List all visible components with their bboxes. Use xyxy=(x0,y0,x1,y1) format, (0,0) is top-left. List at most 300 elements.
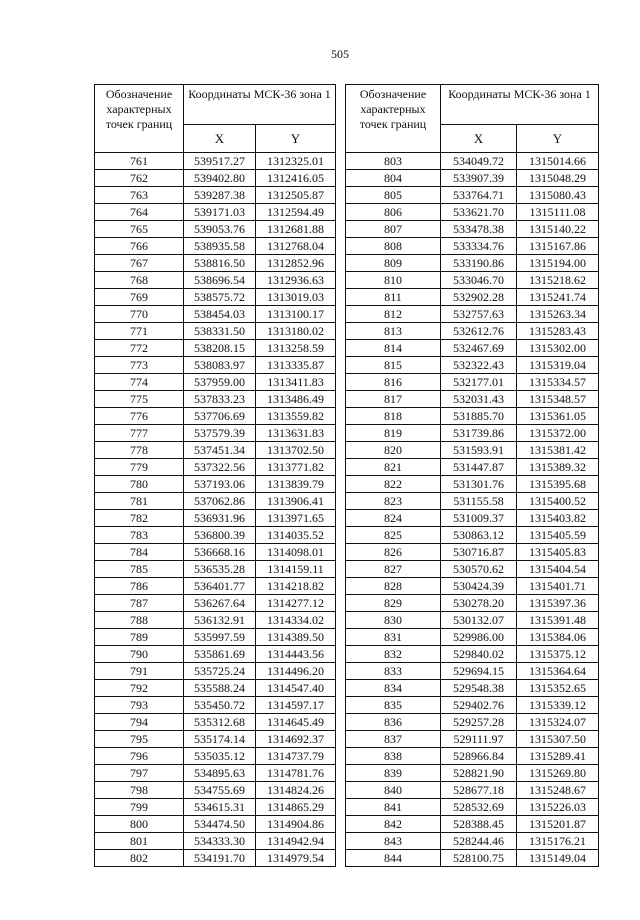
y-coordinate-cell: 1315395.68 xyxy=(517,476,599,493)
x-coordinate-cell: 529402.76 xyxy=(441,697,517,714)
point-number-cell: 804 xyxy=(346,170,441,187)
x-coordinate-cell: 528966.84 xyxy=(441,748,517,765)
table-row xyxy=(95,493,336,510)
point-number-cell: 761 xyxy=(95,153,184,170)
point-number-cell: 810 xyxy=(346,272,441,289)
point-number-cell: 784 xyxy=(95,544,184,561)
x-coordinate-cell: 538331.50 xyxy=(184,323,256,340)
point-number-cell: 839 xyxy=(346,765,441,782)
point-number-cell: 779 xyxy=(95,459,184,476)
x-coordinate-cell: 539171.03 xyxy=(184,204,256,221)
table-row xyxy=(346,272,599,289)
x-column-header: X xyxy=(441,125,517,153)
x-coordinate-cell: 530570.62 xyxy=(441,561,517,578)
x-coordinate-cell: 536267.64 xyxy=(184,595,256,612)
y-coordinate-cell: 1313702.50 xyxy=(256,442,336,459)
y-coordinate-cell: 1313180.02 xyxy=(256,323,336,340)
point-number-cell: 800 xyxy=(95,816,184,833)
coordinates-system-header: Координаты МСК-36 зона 1 xyxy=(184,85,336,125)
point-number-cell: 833 xyxy=(346,663,441,680)
y-coordinate-cell: 1315364.64 xyxy=(517,663,599,680)
x-coordinate-cell: 534615.31 xyxy=(184,799,256,816)
table-row xyxy=(346,323,599,340)
x-coordinate-cell: 532031.43 xyxy=(441,391,517,408)
point-designation-header: Обозначение характерных точек границ xyxy=(346,85,441,153)
table-row xyxy=(95,595,336,612)
page-number: 505 xyxy=(331,47,349,61)
y-coordinate-cell: 1315375.12 xyxy=(517,646,599,663)
point-number-cell: 778 xyxy=(95,442,184,459)
y-coordinate-cell: 1315401.71 xyxy=(517,578,599,595)
table-row xyxy=(346,204,599,221)
x-coordinate-cell: 537062.86 xyxy=(184,493,256,510)
point-number-cell: 834 xyxy=(346,680,441,697)
table-row xyxy=(346,850,599,867)
coordinates-table-left xyxy=(94,84,336,867)
x-coordinate-cell: 537451.34 xyxy=(184,442,256,459)
y-coordinate-cell: 1315384.06 xyxy=(517,629,599,646)
y-coordinate-cell: 1315381.42 xyxy=(517,442,599,459)
table-row xyxy=(95,799,336,816)
point-number-cell: 827 xyxy=(346,561,441,578)
table-row xyxy=(346,255,599,272)
table-row xyxy=(95,850,336,867)
x-coordinate-cell: 533907.39 xyxy=(441,170,517,187)
table-row xyxy=(346,748,599,765)
y-coordinate-cell: 1315372.00 xyxy=(517,425,599,442)
table-row xyxy=(346,340,599,357)
y-coordinate-cell: 1315302.00 xyxy=(517,340,599,357)
y-coordinate-cell: 1312936.63 xyxy=(256,272,336,289)
x-coordinate-cell: 531009.37 xyxy=(441,510,517,527)
point-number-cell: 797 xyxy=(95,765,184,782)
x-coordinate-cell: 536931.96 xyxy=(184,510,256,527)
table-row xyxy=(95,833,336,850)
point-number-cell: 826 xyxy=(346,544,441,561)
table-row xyxy=(95,408,336,425)
x-coordinate-cell: 531301.76 xyxy=(441,476,517,493)
table-row xyxy=(346,238,599,255)
table-row xyxy=(346,731,599,748)
y-coordinate-cell: 1314547.40 xyxy=(256,680,336,697)
point-number-cell: 791 xyxy=(95,663,184,680)
y-coordinate-cell: 1315339.12 xyxy=(517,697,599,714)
point-number-cell: 786 xyxy=(95,578,184,595)
table-row xyxy=(95,765,336,782)
y-coordinate-cell: 1314865.29 xyxy=(256,799,336,816)
y-coordinate-cell: 1315226.03 xyxy=(517,799,599,816)
y-coordinate-cell: 1315405.59 xyxy=(517,527,599,544)
x-coordinate-cell: 530424.39 xyxy=(441,578,517,595)
y-coordinate-cell: 1315405.83 xyxy=(517,544,599,561)
x-coordinate-cell: 528532.69 xyxy=(441,799,517,816)
table-row xyxy=(346,663,599,680)
table-row xyxy=(95,476,336,493)
point-number-cell: 780 xyxy=(95,476,184,493)
table-row xyxy=(95,340,336,357)
x-coordinate-cell: 532322.43 xyxy=(441,357,517,374)
table-row xyxy=(346,459,599,476)
y-coordinate-cell: 1313971.65 xyxy=(256,510,336,527)
y-coordinate-cell: 1315263.34 xyxy=(517,306,599,323)
table-row xyxy=(95,459,336,476)
y-coordinate-cell: 1315319.04 xyxy=(517,357,599,374)
x-coordinate-cell: 534191.70 xyxy=(184,850,256,867)
table-row xyxy=(95,816,336,833)
y-coordinate-cell: 1315248.67 xyxy=(517,782,599,799)
table-row xyxy=(346,578,599,595)
point-number-cell: 803 xyxy=(346,153,441,170)
x-coordinate-cell: 536668.16 xyxy=(184,544,256,561)
y-column-header: Y xyxy=(256,125,336,153)
table-row xyxy=(95,204,336,221)
x-coordinate-cell: 537959.00 xyxy=(184,374,256,391)
y-coordinate-cell: 1314277.12 xyxy=(256,595,336,612)
table-row xyxy=(95,782,336,799)
table-row xyxy=(346,612,599,629)
x-coordinate-cell: 530716.87 xyxy=(441,544,517,561)
y-coordinate-cell: 1315352.65 xyxy=(517,680,599,697)
y-column-header: Y xyxy=(517,125,599,153)
y-coordinate-cell: 1314035.52 xyxy=(256,527,336,544)
table-row xyxy=(346,765,599,782)
y-coordinate-cell: 1312768.04 xyxy=(256,238,336,255)
point-number-cell: 824 xyxy=(346,510,441,527)
point-number-cell: 843 xyxy=(346,833,441,850)
table-row xyxy=(95,510,336,527)
point-number-cell: 842 xyxy=(346,816,441,833)
y-coordinate-cell: 1314496.20 xyxy=(256,663,336,680)
point-number-cell: 844 xyxy=(346,850,441,867)
y-coordinate-cell: 1315218.62 xyxy=(517,272,599,289)
x-coordinate-cell: 532902.28 xyxy=(441,289,517,306)
x-coordinate-cell: 535997.59 xyxy=(184,629,256,646)
table-row xyxy=(95,170,336,187)
x-coordinate-cell: 538816.50 xyxy=(184,255,256,272)
table-row xyxy=(95,221,336,238)
y-coordinate-cell: 1314692.37 xyxy=(256,731,336,748)
point-number-cell: 818 xyxy=(346,408,441,425)
x-coordinate-cell: 538575.72 xyxy=(184,289,256,306)
table-row xyxy=(346,187,599,204)
table-row xyxy=(346,782,599,799)
table-row xyxy=(346,510,599,527)
y-coordinate-cell: 1312325.01 xyxy=(256,153,336,170)
table-row xyxy=(346,442,599,459)
x-coordinate-cell: 538083.97 xyxy=(184,357,256,374)
table-row xyxy=(346,799,599,816)
point-number-cell: 793 xyxy=(95,697,184,714)
table-row xyxy=(95,527,336,544)
point-designation-header: Обозначение характерных точек границ xyxy=(95,85,184,153)
y-coordinate-cell: 1315324.07 xyxy=(517,714,599,731)
point-number-cell: 805 xyxy=(346,187,441,204)
point-number-cell: 820 xyxy=(346,442,441,459)
point-number-cell: 775 xyxy=(95,391,184,408)
x-coordinate-cell: 533478.38 xyxy=(441,221,517,238)
y-coordinate-cell: 1315140.22 xyxy=(517,221,599,238)
x-coordinate-cell: 530278.20 xyxy=(441,595,517,612)
y-coordinate-cell: 1314979.54 xyxy=(256,850,336,867)
x-coordinate-cell: 537193.06 xyxy=(184,476,256,493)
y-coordinate-cell: 1313258.59 xyxy=(256,340,336,357)
x-coordinate-cell: 532757.63 xyxy=(441,306,517,323)
table-row xyxy=(95,255,336,272)
y-coordinate-cell: 1314824.26 xyxy=(256,782,336,799)
y-coordinate-cell: 1314159.11 xyxy=(256,561,336,578)
table-row xyxy=(346,153,599,170)
x-coordinate-cell: 536401.77 xyxy=(184,578,256,595)
table-row xyxy=(346,493,599,510)
point-number-cell: 806 xyxy=(346,204,441,221)
table-row xyxy=(346,544,599,561)
x-coordinate-cell: 534049.72 xyxy=(441,153,517,170)
table-row xyxy=(95,680,336,697)
x-coordinate-cell: 535588.24 xyxy=(184,680,256,697)
table-row xyxy=(346,425,599,442)
y-coordinate-cell: 1313559.82 xyxy=(256,408,336,425)
point-number-cell: 835 xyxy=(346,697,441,714)
y-coordinate-cell: 1315080.43 xyxy=(517,187,599,204)
y-coordinate-cell: 1314389.50 xyxy=(256,629,336,646)
point-number-cell: 816 xyxy=(346,374,441,391)
table-row xyxy=(346,629,599,646)
table-row xyxy=(346,595,599,612)
point-number-cell: 767 xyxy=(95,255,184,272)
point-number-cell: 763 xyxy=(95,187,184,204)
table-row xyxy=(95,153,336,170)
point-number-cell: 801 xyxy=(95,833,184,850)
table-row xyxy=(95,697,336,714)
x-coordinate-cell: 533621.70 xyxy=(441,204,517,221)
table-row xyxy=(346,714,599,731)
y-coordinate-cell: 1312505.87 xyxy=(256,187,336,204)
point-number-cell: 768 xyxy=(95,272,184,289)
point-number-cell: 764 xyxy=(95,204,184,221)
point-number-cell: 790 xyxy=(95,646,184,663)
x-coordinate-cell: 538935.58 xyxy=(184,238,256,255)
y-coordinate-cell: 1314942.94 xyxy=(256,833,336,850)
y-coordinate-cell: 1315361.05 xyxy=(517,408,599,425)
x-coordinate-cell: 528244.46 xyxy=(441,833,517,850)
table-row xyxy=(346,289,599,306)
y-coordinate-cell: 1314904.86 xyxy=(256,816,336,833)
point-number-cell: 770 xyxy=(95,306,184,323)
y-coordinate-cell: 1315400.52 xyxy=(517,493,599,510)
table-row xyxy=(95,612,336,629)
x-coordinate-cell: 534333.30 xyxy=(184,833,256,850)
x-coordinate-cell: 535035.12 xyxy=(184,748,256,765)
point-number-cell: 762 xyxy=(95,170,184,187)
y-coordinate-cell: 1314334.02 xyxy=(256,612,336,629)
point-number-cell: 811 xyxy=(346,289,441,306)
point-number-cell: 774 xyxy=(95,374,184,391)
point-number-cell: 809 xyxy=(346,255,441,272)
x-coordinate-cell: 532177.01 xyxy=(441,374,517,391)
x-coordinate-cell: 536800.39 xyxy=(184,527,256,544)
y-coordinate-cell: 1315111.08 xyxy=(517,204,599,221)
y-coordinate-cell: 1314645.49 xyxy=(256,714,336,731)
point-number-cell: 836 xyxy=(346,714,441,731)
table-row xyxy=(346,561,599,578)
y-coordinate-cell: 1315048.29 xyxy=(517,170,599,187)
y-coordinate-cell: 1312681.88 xyxy=(256,221,336,238)
x-coordinate-cell: 529111.97 xyxy=(441,731,517,748)
table-row xyxy=(95,561,336,578)
x-coordinate-cell: 537579.39 xyxy=(184,425,256,442)
point-number-cell: 782 xyxy=(95,510,184,527)
point-number-cell: 785 xyxy=(95,561,184,578)
x-coordinate-cell: 530863.12 xyxy=(441,527,517,544)
x-coordinate-cell: 539287.38 xyxy=(184,187,256,204)
point-number-cell: 788 xyxy=(95,612,184,629)
point-number-cell: 819 xyxy=(346,425,441,442)
y-coordinate-cell: 1315201.87 xyxy=(517,816,599,833)
x-coordinate-cell: 529257.28 xyxy=(441,714,517,731)
x-coordinate-cell: 535725.24 xyxy=(184,663,256,680)
x-coordinate-cell: 529840.02 xyxy=(441,646,517,663)
x-coordinate-cell: 531447.87 xyxy=(441,459,517,476)
x-coordinate-cell: 531739.86 xyxy=(441,425,517,442)
coordinates-table-right xyxy=(345,84,599,867)
x-coordinate-cell: 538208.15 xyxy=(184,340,256,357)
x-coordinate-cell: 529694.15 xyxy=(441,663,517,680)
table-row xyxy=(346,306,599,323)
x-coordinate-cell: 536132.91 xyxy=(184,612,256,629)
y-coordinate-cell: 1314218.82 xyxy=(256,578,336,595)
point-number-cell: 828 xyxy=(346,578,441,595)
point-number-cell: 813 xyxy=(346,323,441,340)
x-coordinate-cell: 539402.80 xyxy=(184,170,256,187)
x-coordinate-cell: 530132.07 xyxy=(441,612,517,629)
x-coordinate-cell: 528677.18 xyxy=(441,782,517,799)
table-row xyxy=(95,731,336,748)
y-coordinate-cell: 1313019.03 xyxy=(256,289,336,306)
x-coordinate-cell: 535174.14 xyxy=(184,731,256,748)
point-number-cell: 771 xyxy=(95,323,184,340)
x-coordinate-cell: 529986.00 xyxy=(441,629,517,646)
y-coordinate-cell: 1315397.36 xyxy=(517,595,599,612)
table-row xyxy=(346,527,599,544)
point-number-cell: 825 xyxy=(346,527,441,544)
table-row xyxy=(95,748,336,765)
y-coordinate-cell: 1315289.41 xyxy=(517,748,599,765)
point-number-cell: 792 xyxy=(95,680,184,697)
y-coordinate-cell: 1313839.79 xyxy=(256,476,336,493)
table-row xyxy=(95,306,336,323)
x-coordinate-cell: 532612.76 xyxy=(441,323,517,340)
y-coordinate-cell: 1315391.48 xyxy=(517,612,599,629)
y-coordinate-cell: 1314737.79 xyxy=(256,748,336,765)
y-coordinate-cell: 1315283.43 xyxy=(517,323,599,340)
x-coordinate-cell: 535861.69 xyxy=(184,646,256,663)
table-row xyxy=(95,323,336,340)
table-row xyxy=(346,391,599,408)
point-number-cell: 796 xyxy=(95,748,184,765)
point-number-cell: 766 xyxy=(95,238,184,255)
x-coordinate-cell: 528821.90 xyxy=(441,765,517,782)
x-coordinate-cell: 533046.70 xyxy=(441,272,517,289)
y-coordinate-cell: 1314443.56 xyxy=(256,646,336,663)
table-row xyxy=(346,833,599,850)
point-number-cell: 802 xyxy=(95,850,184,867)
table-row xyxy=(346,170,599,187)
x-coordinate-cell: 533764.71 xyxy=(441,187,517,204)
point-number-cell: 772 xyxy=(95,340,184,357)
x-coordinate-cell: 538454.03 xyxy=(184,306,256,323)
point-number-cell: 794 xyxy=(95,714,184,731)
table-row xyxy=(95,289,336,306)
point-number-cell: 807 xyxy=(346,221,441,238)
point-number-cell: 815 xyxy=(346,357,441,374)
table-row xyxy=(95,714,336,731)
x-coordinate-cell: 534895.63 xyxy=(184,765,256,782)
table-row xyxy=(346,816,599,833)
table-row xyxy=(346,646,599,663)
x-coordinate-cell: 532467.69 xyxy=(441,340,517,357)
point-number-cell: 822 xyxy=(346,476,441,493)
table-row xyxy=(346,680,599,697)
y-coordinate-cell: 1313486.49 xyxy=(256,391,336,408)
table-row xyxy=(95,425,336,442)
table-row xyxy=(95,391,336,408)
x-coordinate-cell: 529548.38 xyxy=(441,680,517,697)
table-row xyxy=(346,374,599,391)
y-coordinate-cell: 1315149.04 xyxy=(517,850,599,867)
table-row xyxy=(95,663,336,680)
table-row xyxy=(95,187,336,204)
table-row xyxy=(346,476,599,493)
x-coordinate-cell: 538696.54 xyxy=(184,272,256,289)
x-coordinate-cell: 537322.56 xyxy=(184,459,256,476)
point-number-cell: 829 xyxy=(346,595,441,612)
x-column-header: X xyxy=(184,125,256,153)
point-number-cell: 831 xyxy=(346,629,441,646)
point-number-cell: 841 xyxy=(346,799,441,816)
y-coordinate-cell: 1313335.87 xyxy=(256,357,336,374)
point-number-cell: 789 xyxy=(95,629,184,646)
x-coordinate-cell: 528100.75 xyxy=(441,850,517,867)
x-coordinate-cell: 534474.50 xyxy=(184,816,256,833)
x-coordinate-cell: 535312.68 xyxy=(184,714,256,731)
point-number-cell: 814 xyxy=(346,340,441,357)
table-row xyxy=(95,374,336,391)
y-coordinate-cell: 1315348.57 xyxy=(517,391,599,408)
table-row xyxy=(346,357,599,374)
point-number-cell: 821 xyxy=(346,459,441,476)
x-coordinate-cell: 536535.28 xyxy=(184,561,256,578)
x-coordinate-cell: 531885.70 xyxy=(441,408,517,425)
y-coordinate-cell: 1315194.00 xyxy=(517,255,599,272)
y-coordinate-cell: 1315241.74 xyxy=(517,289,599,306)
table-row xyxy=(346,221,599,238)
point-number-cell: 773 xyxy=(95,357,184,374)
y-coordinate-cell: 1313100.17 xyxy=(256,306,336,323)
point-number-cell: 783 xyxy=(95,527,184,544)
y-coordinate-cell: 1315176.21 xyxy=(517,833,599,850)
table-row xyxy=(95,442,336,459)
table-row xyxy=(95,629,336,646)
table-row xyxy=(95,646,336,663)
point-number-cell: 808 xyxy=(346,238,441,255)
table-row xyxy=(346,697,599,714)
x-coordinate-cell: 537833.23 xyxy=(184,391,256,408)
point-number-cell: 812 xyxy=(346,306,441,323)
point-number-cell: 840 xyxy=(346,782,441,799)
point-number-cell: 823 xyxy=(346,493,441,510)
y-coordinate-cell: 1315334.57 xyxy=(517,374,599,391)
y-coordinate-cell: 1314781.76 xyxy=(256,765,336,782)
